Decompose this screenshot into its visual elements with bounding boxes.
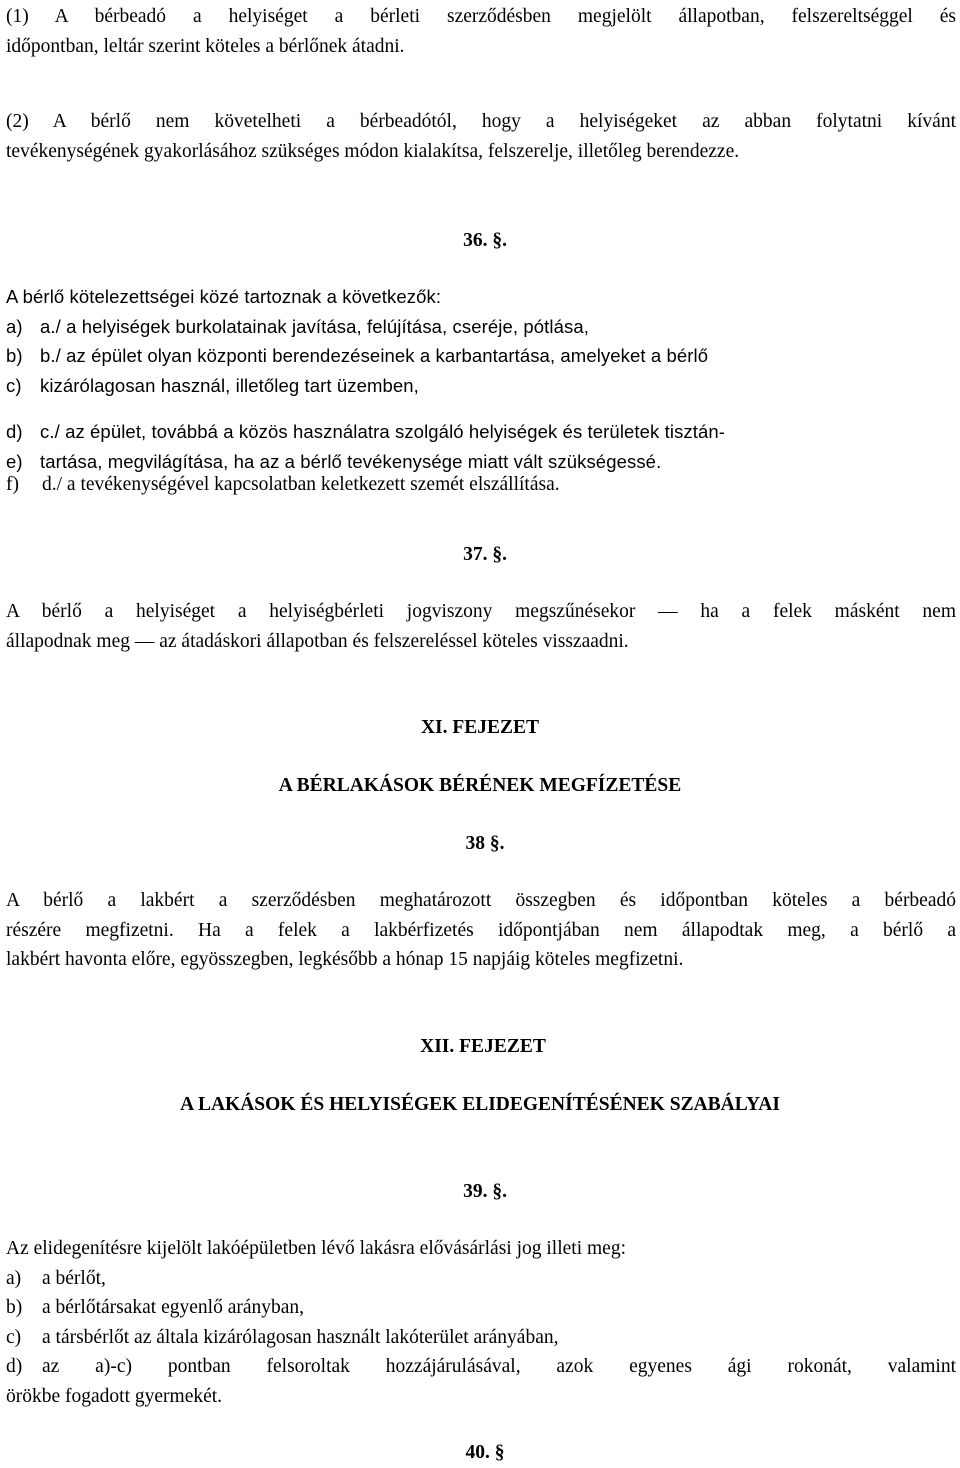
text-line: tevékenységének gyakorlásához szükséges módon kialakítsa, felszerelje, illetőleg berendezze. [6, 140, 740, 162]
section-heading-36: 36. §. [463, 230, 507, 251]
list-text: d./ a tevékenységével kapcsolatban keletkezett szemét elszállítása. [42, 474, 560, 495]
list-text: c./ az épület, továbbá a közös használatra szolgáló helyiségek és területek tisztán- [40, 421, 726, 442]
section-heading-37: 37. §. [463, 544, 507, 565]
chapter-number-11: XI. FEJEZET [420, 717, 540, 738]
list-item [6, 470, 956, 500]
list-label: e) [6, 450, 23, 472]
text-line: A bérlő a helyiséget a helyiségbérleti jogviszony megszűnésekor — ha a felek másként nem [6, 601, 956, 622]
list-label: d) [6, 1356, 23, 1377]
list-text: a bérlőt, [42, 1267, 106, 1289]
list-item [6, 417, 956, 447]
list-item [6, 1323, 956, 1353]
list-text: a./ a helyiségek burkolatainak javítása, felújítása, cseréje, pótlása, [40, 315, 589, 337]
list-label: b) [6, 345, 23, 366]
chapter-title-11: A BÉRLAKÁSOK BÉRÉNEK MEGFÍZETÉSE [278, 775, 682, 796]
chapter-number-12: XII. FEJEZET [420, 1036, 546, 1057]
section-36-item-f [6, 470, 956, 500]
list-text: b./ az épület olyan központi berendezéseinek a karbantartása, amelyeket a bérlő [40, 345, 709, 366]
paragraph-35-2 [6, 107, 956, 166]
list-continuation: örökbe fogadott gyermekét. [6, 1385, 223, 1407]
list-item [6, 1293, 956, 1323]
list-text: tartása, megvilágítása, ha az a bérlő tevékenysége miatt vált szükségessé. [40, 450, 662, 472]
list-label: f) [6, 474, 19, 495]
section-intro: A bérlő kötelezettségei közé tartoznak a következők: [6, 286, 442, 307]
list-item [6, 1352, 956, 1382]
text-line: részére megfizetni. Ha a felek a lakbérfizetés időpontjában nem állapodtak meg, a bérlő a [6, 919, 956, 941]
list-text: a bérlőtársakat egyenlő arányban, [42, 1297, 305, 1318]
section-heading-39: 39. §. [463, 1181, 507, 1202]
list-item [6, 371, 956, 401]
text-line: lakbért havonta előre, egyösszegben, legkésőbb a hónap 15 napjáig köteles megfizetni. [6, 949, 684, 970]
text-line: A bérlő a lakbért a szerződésben meghatározott összegben és időpontban köteles a bérbeadó [6, 890, 956, 911]
section-heading-40: 40. § [465, 1442, 505, 1463]
section-38-body [6, 886, 956, 975]
list-label: a) [6, 315, 23, 337]
section-intro: Az elidegenítésre kijelölt lakóépületben lévő lakásra elővásárlási jog illeti meg: [6, 1238, 626, 1259]
section-37-body [6, 597, 956, 656]
list-item [6, 312, 956, 342]
section-39-body [6, 1234, 956, 1411]
list-label: b) [6, 1297, 23, 1318]
section-36-body [6, 282, 956, 476]
text-line: (2) A bérlő nem követelheti a bérbeadótól, hogy a helyiségeket az abban folytatni kívánt [6, 111, 956, 132]
paragraph-35-1 [6, 2, 956, 61]
list-text: kizárólagosan használ, illetőleg tart üzemben, [40, 374, 419, 396]
list-text: az a)-c) pontban felsoroltak hozzájárulásával, azok egyenes ági rokonát, valamint [42, 1356, 956, 1377]
text-line: (1) A bérbeadó a helyiséget a bérleti szerződésben megjelölt állapotban, felszereltséggel és [6, 6, 956, 27]
list-label: d) [6, 421, 23, 442]
list-item [6, 1264, 956, 1294]
list-label: c) [6, 374, 22, 396]
chapter-title-12: A LAKÁSOK ÉS HELYISÉGEK ELIDEGENÍTÉSÉNEK SZABÁLYAI [180, 1094, 780, 1115]
list-text: a társbérlőt az általa kizárólagosan használt lakóterület arányában, [42, 1326, 559, 1348]
list-label: c) [6, 1326, 22, 1348]
text-line: állapodnak meg — az átadáskori állapotban és felszereléssel köteles visszaadni. [6, 630, 629, 652]
section-heading-38: 38 §. [465, 833, 505, 854]
list-item [6, 341, 956, 371]
text-line: időpontban, leltár szerint köteles a bérlőnek átadni. [6, 35, 405, 57]
list-label: a) [6, 1267, 22, 1289]
